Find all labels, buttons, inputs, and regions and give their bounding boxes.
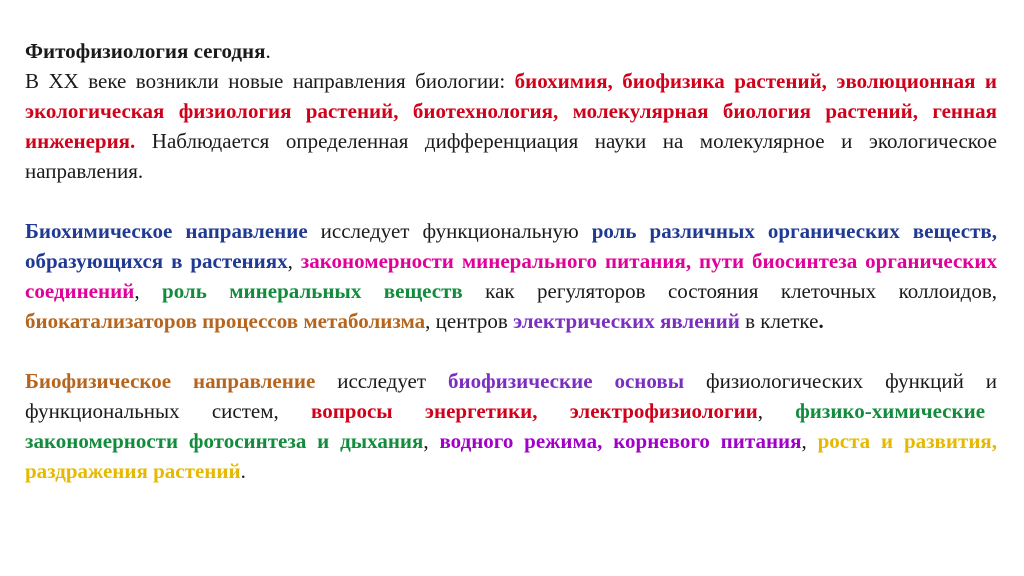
- electrical-phenomena: электрических явлений: [513, 309, 740, 333]
- slide-content: [25, 36, 997, 486]
- final-period: .: [818, 309, 824, 333]
- paragraph-biochemical: [25, 216, 997, 336]
- regulators-text: как регуляторов состояния клеточных коллоидов,: [462, 279, 997, 303]
- mineral-nutrition-biosynthesis: закономерности минерального питания, пути биосинтеза органических соединений: [25, 249, 998, 303]
- biophysical-heading: Биофизическое направление: [25, 369, 316, 393]
- biophysical-basics: биофизические основы: [447, 369, 685, 393]
- in-cell-text: в клетке: [739, 309, 819, 333]
- differentiation-text: Наблюдается определенная дифференциация науки на молекулярное и экологическое направления.: [25, 129, 997, 183]
- biochemical-verb: исследует функциональную: [307, 219, 592, 243]
- final-period: .: [240, 459, 246, 483]
- role-organic-substances: роль различных органических веществ, образующихся в растениях: [25, 219, 997, 273]
- functions-text: физиологических функций и функциональных систем,: [25, 369, 998, 423]
- comma: ,: [757, 399, 796, 423]
- biochemical-heading: Биохимическое направление: [25, 219, 308, 243]
- growth-development-irritation: роста и развития, раздражения растений: [25, 429, 998, 483]
- slide-title: Фитофизиология сегодня: [25, 39, 266, 63]
- biocatalysts-metabolism: биокатализаторов процессов метаболизма: [25, 309, 426, 333]
- physicochemical-label: физико-химические: [795, 399, 986, 423]
- centers-text: , центров: [425, 309, 514, 333]
- energetics-electrophysiology: вопросы энергетики, электрофизиологии: [311, 399, 758, 423]
- comma: ,: [423, 429, 440, 453]
- paragraph-intro: [25, 36, 997, 186]
- paragraph-gap: [25, 336, 997, 366]
- role-mineral-substances: роль минеральных веществ: [162, 279, 463, 303]
- comma: ,: [801, 429, 818, 453]
- paragraph-gap: [25, 186, 997, 216]
- paragraph-biophysical: [25, 366, 997, 486]
- intro-text: В XX веке возникли новые направления биологии:: [25, 69, 515, 93]
- water-root-nutrition: водного режима, корневого питания: [439, 429, 802, 453]
- biophysical-verb: исследует: [315, 369, 448, 393]
- comma: ,: [134, 279, 163, 303]
- title-period: .: [265, 39, 271, 63]
- photosynthesis-respiration: закономерности фотосинтеза и дыхания: [25, 429, 424, 453]
- comma: ,: [287, 249, 301, 273]
- directions-list: биохимия, биофизика растений, эволюционная и экологическая физиология растений, биотехнология, молекулярная биология растений, генная инженерия.: [25, 69, 998, 153]
